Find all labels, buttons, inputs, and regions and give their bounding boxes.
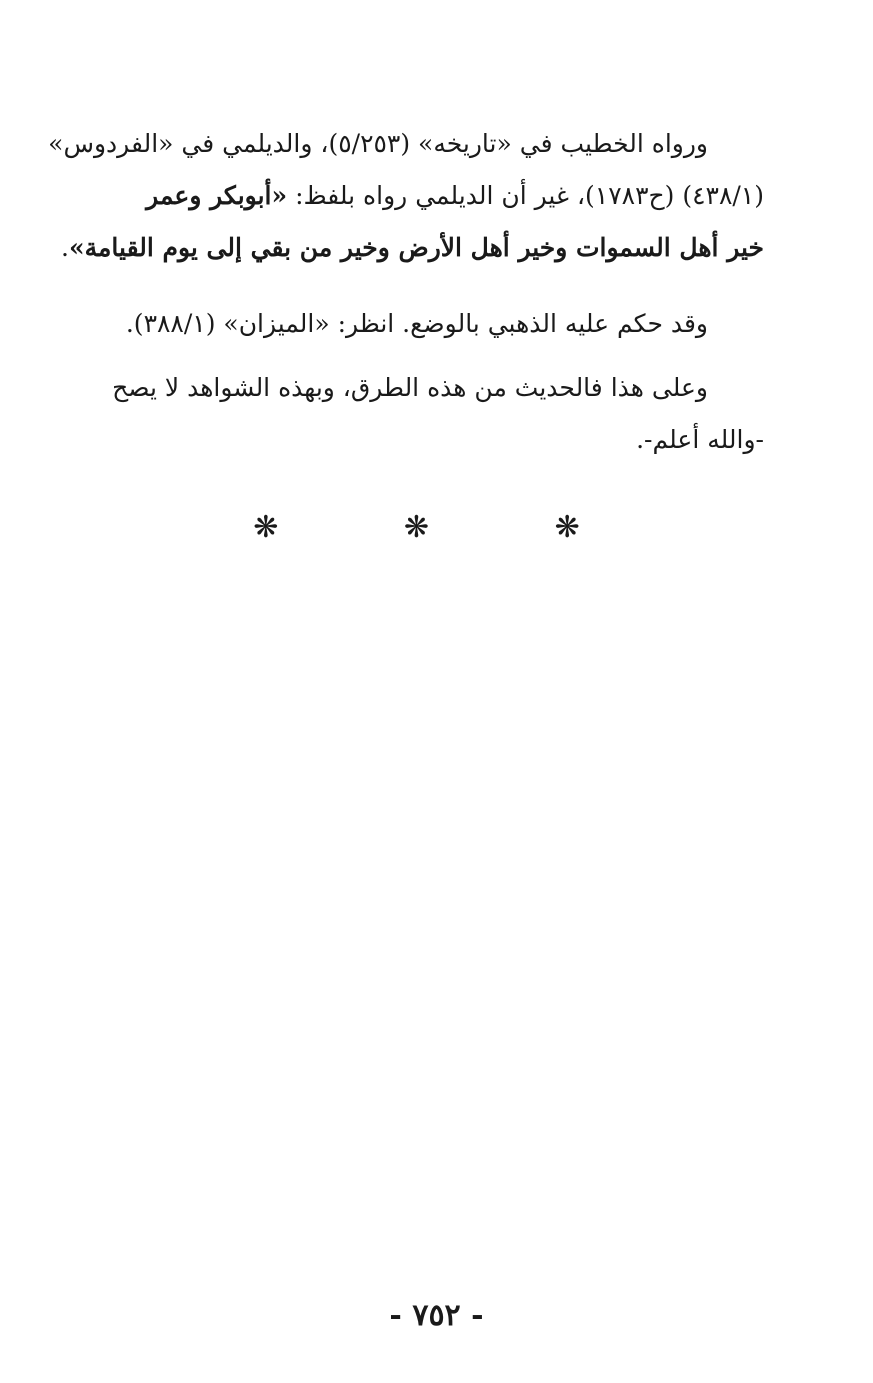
text-segment: .: [61, 233, 69, 262]
text-segment: (٤٣٨/١) (ح١٧٨٣)، غير أن الديلمي رواه بلفظ:: [287, 181, 764, 210]
text-line: [52, 170, 764, 222]
text-line: [52, 222, 764, 274]
hadith-text: خير أهل السموات وخير أهل الأرض وخير من بقي إلى يوم القيامة»: [68, 233, 764, 262]
text-line: وقد حكم عليه الذهبي بالوضع. انظر: «الميزان» (٣٨٨/١).: [125, 309, 708, 338]
hadith-text: «أبوبكر وعمر: [146, 181, 288, 210]
asterism-star-icon: ❋: [403, 510, 470, 545]
text-line: وعلى هذا فالحديث من هذه الطرق، وبهذه الشواهد لا يصح: [112, 373, 708, 402]
text-line: ورواه الخطيب في «تاريخه» (٥/٢٥٣)، والديلمي في «الفردوس»: [48, 129, 708, 158]
paragraph-ruling: [52, 298, 764, 350]
paragraph-takhrij: [48, 118, 764, 274]
asterism-star-icon: ❋: [554, 510, 620, 545]
text-line: -والله أعلم-.: [636, 425, 764, 454]
page-number: - ٧٥٢ -: [389, 1298, 484, 1333]
asterism-star-icon: ❋: [253, 510, 319, 545]
paragraph-conclusion: [52, 362, 764, 466]
section-separator: [0, 510, 873, 545]
